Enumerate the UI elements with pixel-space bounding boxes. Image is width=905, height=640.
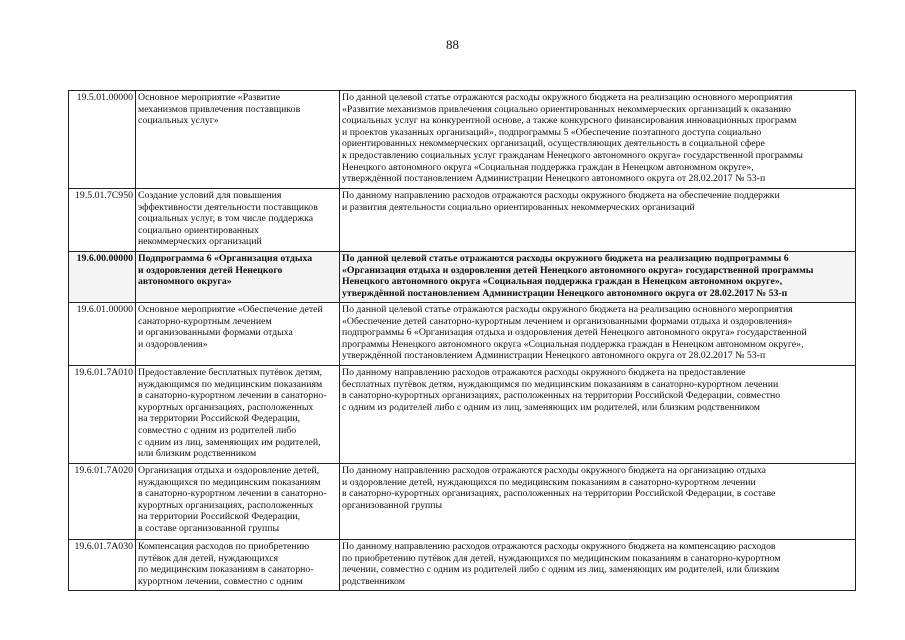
row-code: 19.6.01.7А030 bbox=[69, 540, 136, 591]
row-code: 19.6.00.00000 bbox=[69, 252, 136, 303]
row-name: Создание условий для повышения эффективности деятельности поставщиков социальных услуг, в том числе поддержка социально ориентированных некоммерческих организаций bbox=[136, 189, 340, 252]
row-description: По данному направлению расходов отражаются расходы окружного бюджета на обеспечение поддержки и развития деятельности социально ориентированных некоммерческих организаций bbox=[340, 189, 856, 252]
row-name: Подпрограмма 6 «Организация отдыха и оздоровления детей Ненецкого автономного округа» bbox=[136, 252, 340, 303]
table-row bbox=[69, 189, 856, 252]
row-description: По данному направлению расходов отражаются расходы окружного бюджета на предоставление бесплатных путёвок детям, нуждающимся по медицинским показаниям в санаторно-курортном лечении в санаторно-курортных организациях, расположенных на территории Российской Федерации, совместно с одним из родителей либо с одним из лиц, заменяющих им родителей, или близким родственником bbox=[340, 366, 856, 464]
row-name: Предоставление бесплатных путёвок детям, нуждающимся по медицинским показаниям в санаторно-курортном лечении в санаторно- курортных организациях, расположенных на территории Российской Федерации, совместно с одним из родителей либо с одним из лиц, заменяющих им родителей, или близким родственником bbox=[136, 366, 340, 464]
row-name: Основное мероприятие «Развитие механизмов привлечения поставщиков социальных услуг» bbox=[136, 91, 340, 189]
row-description: По данной целевой статье отражаются расходы окружного бюджета на реализацию основного мероприятия «Обеспечение детей санаторно-курортным лечением и организованными формами отдыха и оздоровления» подпрограммы 6 «Организация отдыха и оздоровления детей Ненецкого автономного округа» государственной программы Ненецкого автономного округа «Социальная поддержка граждан в Ненецком автономном округе», утверждённой постановлением Администрации Ненецкого автономного округа от 28.02.2017 № 53-п bbox=[340, 303, 856, 366]
row-description: По данной целевой статье отражаются расходы окружного бюджета на реализацию основного мероприятия «Развитие механизмов привлечения социально ориентированных некоммерческих организаций к оказанию социальных услуг на конкурентной основе, а также конкурсного финансирования инновационных программ и проектов указанных организаций», подпрограммы 5 «Обеспечение поэтапного доступа социально ориентированных некоммерческих организаций, осуществляющих деятельность в социальной сфере к предоставлению социальных услуг гражданам Ненецкого автономного округа» государственной программы Ненецкого автономного округа «Социальная поддержка граждан в Ненецком автономном округе», утверждённой постановлением Администрации Ненецкого автономного округа от 28.02.2017 № 53-п bbox=[340, 91, 856, 189]
row-name: Основное мероприятие «Обеспечение детей санаторно-курортным лечением и организованными формами отдыха и оздоровления» bbox=[136, 303, 340, 366]
row-code: 19.6.01.7А020 bbox=[69, 464, 136, 540]
table-row bbox=[69, 252, 856, 303]
row-description: По данной целевой статье отражаются расходы окружного бюджета на реализацию подпрограммы 6 «Организация отдыха и оздоровления детей Ненецкого автономного округа» государственной программы Ненецкого автономного округа «Социальная поддержка граждан в Ненецком автономном округе», утверждённой постановлением Администрации Ненецкого автономного округа от 28.02.2017 № 53-п bbox=[340, 252, 856, 303]
row-code: 19.5.01.7С950 bbox=[69, 189, 136, 252]
row-code: 19.6.01.00000 bbox=[69, 303, 136, 366]
row-name: Компенсация расходов по приобретению путёвок для детей, нуждающихся по медицинским показаниям в санаторно- курортном лечении, совместно с одним bbox=[136, 540, 340, 591]
row-description: По данному направлению расходов отражаются расходы окружного бюджета на компенсацию расходов по приобретению путёвок для детей, нуждающихся по медицинским показаниям в санаторно-курортном лечении, совместно с одним из родителей либо с одним из лиц, заменяющих им родителей, или близким родственником bbox=[340, 540, 856, 591]
row-description: По данному направлению расходов отражаются расходы окружного бюджета на организацию отдыха и оздоровление детей, нуждающихся по медицинским показаниям в санаторно-курортном лечении в санаторно-курортных организациях, расположенных на территории Российской Федерации, в составе организованной группы bbox=[340, 464, 856, 540]
row-name: Организация отдыха и оздоровление детей, нуждающихся по медицинским показаниям в санаторно-курортном лечении в санаторно- курортных организациях, расположенных на территории Российской Федерации, в составе организованной группы bbox=[136, 464, 340, 540]
table-row bbox=[69, 91, 856, 189]
table-row bbox=[69, 303, 856, 366]
row-code: 19.6.01.7А010 bbox=[69, 366, 136, 464]
table-row bbox=[69, 464, 856, 540]
row-code: 19.5.01.00000 bbox=[69, 91, 136, 189]
budget-classification-table bbox=[68, 90, 856, 591]
table-row bbox=[69, 366, 856, 464]
page-number: 88 bbox=[446, 37, 459, 52]
table-row bbox=[69, 540, 856, 591]
